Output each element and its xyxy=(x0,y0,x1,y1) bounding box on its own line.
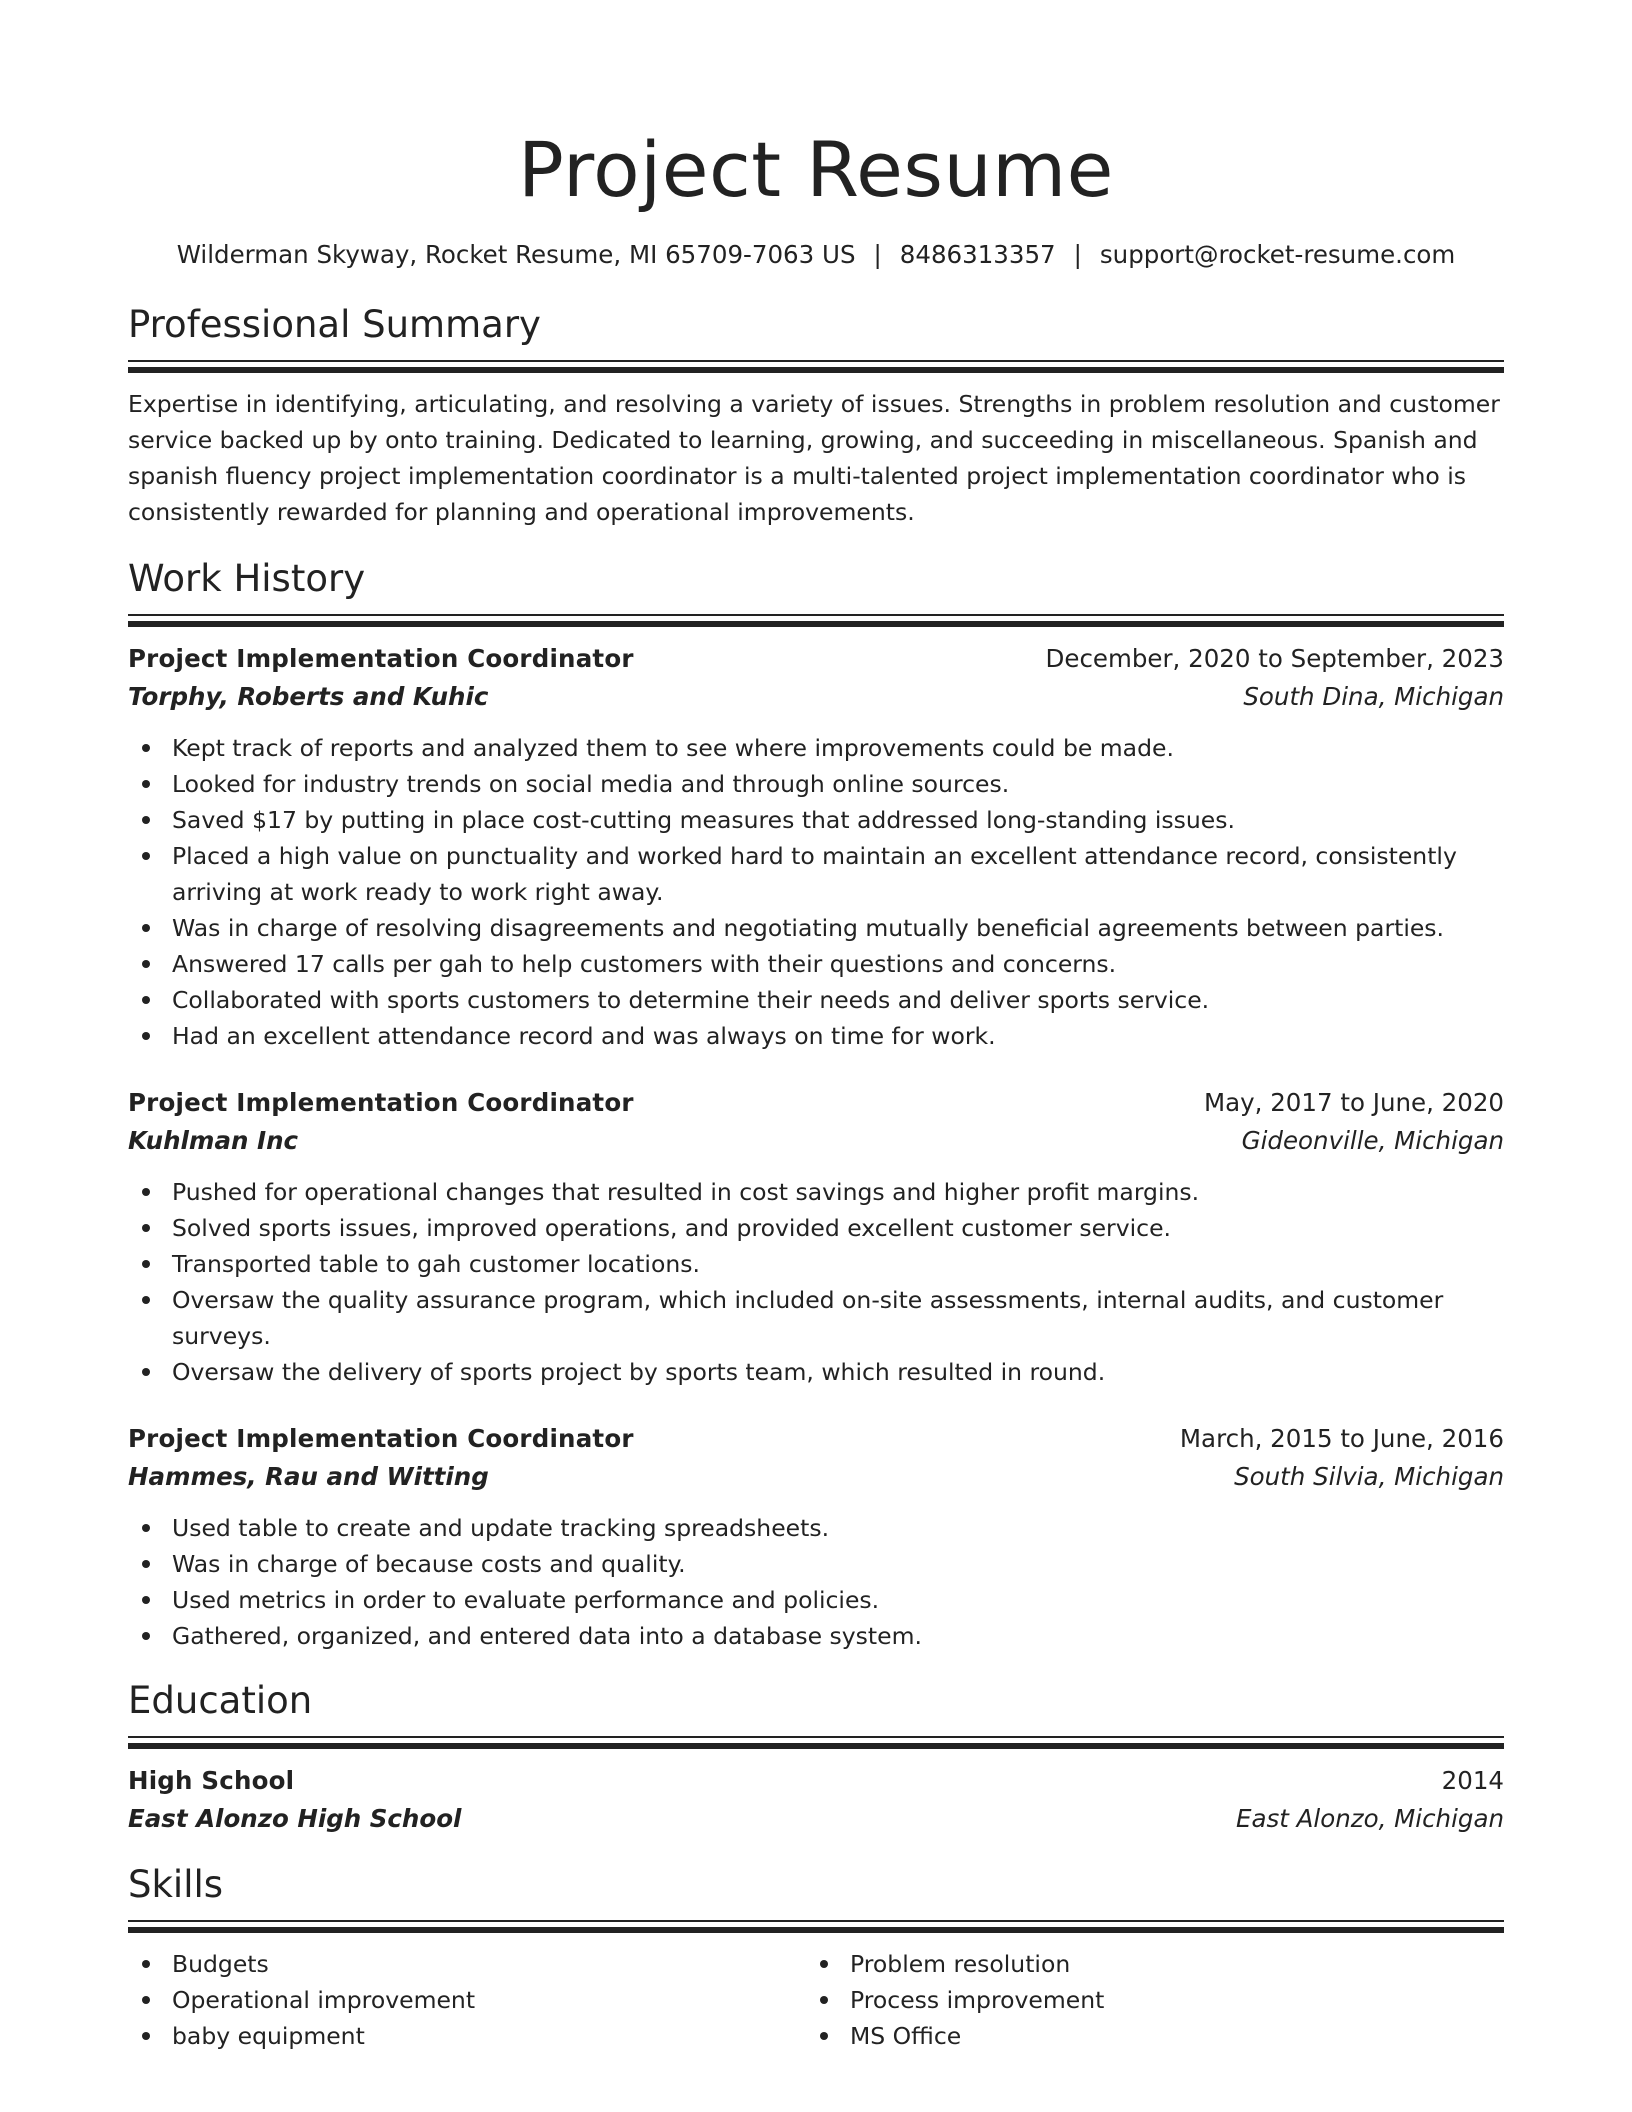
education-degree: High School xyxy=(128,1766,295,1795)
job-dates: March, 2015 to June, 2016 xyxy=(1179,1424,1504,1453)
skills-column-right xyxy=(806,1946,1484,2054)
job-entry xyxy=(128,1420,1504,1654)
section-divider xyxy=(128,614,1504,626)
section-heading-education: Education xyxy=(128,1679,313,1722)
job-entry xyxy=(128,1084,1504,1390)
job-title: Project Implementation Coordinator xyxy=(128,1424,634,1453)
duty-item: Kept track of reports and analyzed them to see where improvements could be made. xyxy=(128,730,1504,766)
section-divider xyxy=(128,1736,1504,1748)
duty-item: Oversaw the quality assurance program, which included on-site assessments, internal audits, and customer surveys. xyxy=(128,1282,1504,1354)
duty-item: Gathered, organized, and entered data into a database system. xyxy=(128,1618,1504,1654)
education-entry xyxy=(128,1762,1504,1838)
duty-item: Answered 17 calls per gah to help customers with their questions and concerns. xyxy=(128,946,1504,982)
duty-item: Solved sports issues, improved operations, and provided excellent customer service. xyxy=(128,1210,1504,1246)
skills-grid xyxy=(128,1946,1504,2054)
resume-title: Project Resume xyxy=(518,125,1114,214)
section-divider xyxy=(128,360,1504,372)
contact-separator: | xyxy=(1073,240,1082,269)
duty-item: Collaborated with sports customers to determine their needs and deliver sports service. xyxy=(128,982,1504,1018)
skill-item: Budgets xyxy=(128,1946,806,1982)
section-heading-skills: Skills xyxy=(128,1863,224,1906)
skill-item: baby equipment xyxy=(128,2018,806,2054)
skill-item: MS Office xyxy=(806,2018,1484,2054)
duty-item: Looked for industry trends on social media and through online sources. xyxy=(128,766,1504,802)
duty-item: Pushed for operational changes that resulted in cost savings and higher profit margins. xyxy=(128,1174,1504,1210)
duty-item: Used metrics in order to evaluate performance and policies. xyxy=(128,1582,1504,1618)
duty-item: Was in charge of resolving disagreements and negotiating mutually beneficial agreements between parties. xyxy=(128,910,1504,946)
duty-item: Oversaw the delivery of sports project by sports team, which resulted in round. xyxy=(128,1354,1504,1390)
duty-item: Used table to create and update tracking spreadsheets. xyxy=(128,1510,1504,1546)
duty-item: Had an excellent attendance record and was always on time for work. xyxy=(128,1018,1504,1054)
education-year: 2014 xyxy=(1441,1766,1504,1795)
job-entry xyxy=(128,640,1504,1054)
education-school: East Alonzo High School xyxy=(128,1804,462,1833)
job-title: Project Implementation Coordinator xyxy=(128,1088,634,1117)
job-dates: May, 2017 to June, 2020 xyxy=(1203,1088,1504,1117)
contact-line xyxy=(128,238,1504,272)
duty-item: Saved $17 by putting in place cost-cutting measures that addressed long-standing issues. xyxy=(128,802,1504,838)
skill-item: Problem resolution xyxy=(806,1946,1484,1982)
section-heading-summary: Professional Summary xyxy=(128,303,541,346)
job-duties xyxy=(128,1510,1504,1654)
contact-address: Wilderman Skyway, Rocket Resume, MI 65709-7063 US xyxy=(176,240,856,269)
job-duties xyxy=(128,1174,1504,1390)
job-duties xyxy=(128,730,1504,1054)
job-company: Kuhlman Inc xyxy=(128,1126,299,1155)
job-company: Hammes, Rau and Witting xyxy=(128,1462,489,1491)
skill-item: Operational improvement xyxy=(128,1982,806,2018)
section-heading-work: Work History xyxy=(128,557,366,600)
summary-section xyxy=(128,300,1504,530)
work-section xyxy=(128,554,1504,1654)
skills-section xyxy=(128,1860,1504,2054)
education-section xyxy=(128,1676,1504,1838)
job-title: Project Implementation Coordinator xyxy=(128,644,634,673)
section-divider xyxy=(128,1920,1504,1932)
duty-item: Transported table to gah customer locations. xyxy=(128,1246,1504,1282)
job-company: Torphy, Roberts and Kuhic xyxy=(128,682,489,711)
skill-item: Process improvement xyxy=(806,1982,1484,2018)
resume-page xyxy=(128,0,1504,2054)
contact-phone: 8486313357 xyxy=(899,240,1056,269)
duty-item: Was in charge of because costs and quality. xyxy=(128,1546,1504,1582)
contact-email: support@rocket-resume.com xyxy=(1099,240,1456,269)
summary-text: Expertise in identifying, articulating, and resolving a variety of issues. Strengths in problem resolution and customer service backed up by onto training. Dedicated to learning, growing, and succeeding in miscellaneous. Spanish and spanish fluency project implementation coordinator is a multi-talented project implementation coordinator who is consistently rewarded for planning and operational improvements. xyxy=(128,390,1500,526)
duty-item: Placed a high value on punctuality and worked hard to maintain an excellent attendance record, consistently arriving at work ready to work right away. xyxy=(128,838,1504,910)
job-location: South Silvia, Michigan xyxy=(1234,1462,1504,1491)
job-dates: December, 2020 to September, 2023 xyxy=(1045,644,1504,673)
education-location: East Alonzo, Michigan xyxy=(1235,1804,1504,1833)
contact-separator: | xyxy=(873,240,882,269)
skills-column-left xyxy=(128,1946,806,2054)
job-location: Gideonville, Michigan xyxy=(1241,1126,1504,1155)
job-location: South Dina, Michigan xyxy=(1243,682,1504,711)
